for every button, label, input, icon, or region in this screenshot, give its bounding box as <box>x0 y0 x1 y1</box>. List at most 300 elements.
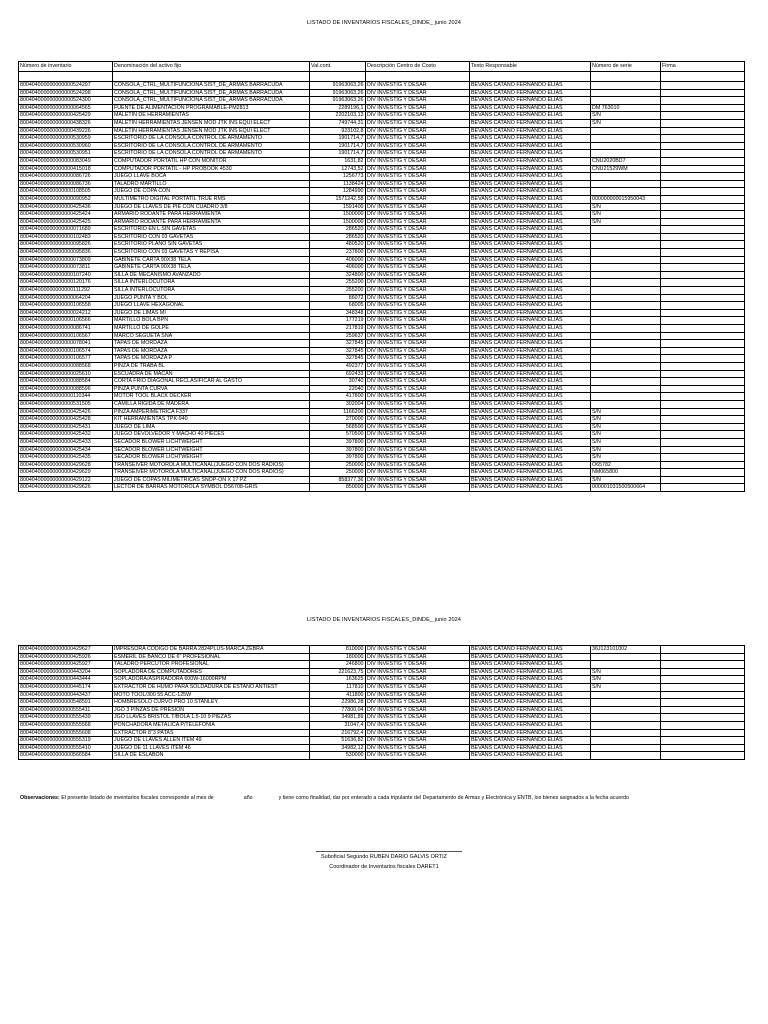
cell-inventory-number: 800404000000000000064565 <box>19 104 113 112</box>
cell-responsible: BEVANS CATAÑO FERNANDO ELIAS <box>470 646 591 654</box>
cell-book-value: 91963063,26 <box>310 89 366 97</box>
table-row <box>19 233 745 241</box>
cell-book-value: 570500 <box>310 431 366 439</box>
cell-asset-description: ESCRITORIO DE LA CONSOLA CONTROL DE ARMAMENTO <box>113 150 310 158</box>
cell-asset-description: MALETIN DE HERRAMIENTAS <box>113 112 310 120</box>
table-row <box>19 271 745 279</box>
cell-responsible: BEVANS CATAÑO FERNANDO ELIAS <box>470 699 591 707</box>
signatory-role: Coordinador de Inventarios fiscales DARET1 <box>329 864 439 870</box>
cell-serial-number <box>591 340 661 348</box>
cell-responsible: BEVANS CATAÑO FERNANDO ELIAS <box>470 378 591 386</box>
cell-cost-center: DIV INVESTIG Y DESAR <box>366 165 470 173</box>
cell-asset-description: KIT HERRAMIENTAS TPK-940 <box>113 416 310 424</box>
table-row <box>19 400 745 408</box>
cell-asset-description: ESCRITORIO EN L SIN GAVETAS <box>113 226 310 234</box>
table-row <box>19 173 745 181</box>
table-row <box>19 469 745 477</box>
cell-serial-number: S/N <box>591 416 661 424</box>
cell-responsible: BEVANS CATAÑO FERNANDO ELIAS <box>470 469 591 477</box>
cell-responsible: BEVANS CATAÑO FERNANDO ELIAS <box>470 668 591 676</box>
cell-signature <box>661 484 745 492</box>
cell-serial-number <box>591 233 661 241</box>
cell-responsible: BEVANS CATAÑO FERNANDO ELIAS <box>470 188 591 196</box>
cell-book-value: 1901714,7 <box>310 142 366 150</box>
table-row <box>19 241 745 249</box>
cell-responsible: BEVANS CATAÑO FERNANDO ELIAS <box>470 150 591 158</box>
cell-serial-number <box>591 370 661 378</box>
cell-responsible: BEVANS CATAÑO FERNANDO ELIAS <box>470 135 591 143</box>
cell-asset-description: GABINETE CARTA 90X38 TELA <box>113 256 310 264</box>
cell-asset-description: ESCRITORIO DE LA CONSOLA CONTROL DE ARMAMENTO <box>113 142 310 150</box>
cell-responsible: BEVANS CATAÑO FERNANDO ELIAS <box>470 104 591 112</box>
cell-asset-description: MARTILLO DE GOLPE <box>113 325 310 333</box>
cell-book-value: 1284990 <box>310 188 366 196</box>
cell-book-value: 217819 <box>310 325 366 333</box>
cell-book-value: 117810 <box>310 683 366 691</box>
cell-inventory-number: 800404000000000000102483 <box>19 233 113 241</box>
cell-book-value: 31047,4 <box>310 721 366 729</box>
cell-asset-description: GABINETE CARTA 90X38 TELA <box>113 264 310 272</box>
cell-cost-center: DIV INVESTIG Y DESAR <box>366 142 470 150</box>
cell-serial-number: S/N <box>591 476 661 484</box>
cell-responsible: BEVANS CATAÑO FERNANDO ELIAS <box>470 233 591 241</box>
cell-inventory-number: 800404000000000000086741 <box>19 325 113 333</box>
table-header-row <box>19 62 745 72</box>
cell-serial-number: DM 763010 <box>591 104 661 112</box>
cell-cost-center: DIV INVESTIG Y DESAR <box>366 423 470 431</box>
table-row <box>19 218 745 226</box>
cell-cost-center: DIV INVESTIG Y DESAR <box>366 180 470 188</box>
table-row <box>19 332 745 340</box>
cell-signature <box>661 691 745 699</box>
table-row <box>19 157 745 165</box>
cell-responsible: BEVANS CATAÑO FERNANDO ELIAS <box>470 484 591 492</box>
cell-serial-number <box>591 653 661 661</box>
cell-serial-number <box>591 400 661 408</box>
cell-signature <box>661 676 745 684</box>
cell-inventory-number: 800404000000000000108505 <box>19 188 113 196</box>
cell-responsible: BEVANS CATAÑO FERNANDO ELIAS <box>470 264 591 272</box>
cell-responsible: BEVANS CATAÑO FERNANDO ELIAS <box>470 249 591 257</box>
cell-signature <box>661 317 745 325</box>
cell-responsible: BEVANS CATAÑO FERNANDO ELIAS <box>470 325 591 333</box>
cell-responsible: BEVANS CATAÑO FERNANDO ELIAS <box>470 180 591 188</box>
cell-responsible: BEVANS CATAÑO FERNANDO ELIAS <box>470 362 591 370</box>
cell-cost-center: DIV INVESTIG Y DESAR <box>366 721 470 729</box>
cell-cost-center: DIV INVESTIG Y DESAR <box>366 271 470 279</box>
cell-signature <box>661 706 745 714</box>
cell-asset-description: TAPAS DE MORDAZA <box>113 340 310 348</box>
cell-cost-center: DIV INVESTIG Y DESAR <box>366 112 470 120</box>
cell-signature <box>661 271 745 279</box>
cell-book-value: 86072 <box>310 294 366 302</box>
cell-signature <box>661 294 745 302</box>
cell-inventory-number: 800404000000000000083049 <box>19 157 113 165</box>
cell-asset-description: JUEGO DE LIMAS MI <box>113 309 310 317</box>
cell-signature <box>661 699 745 707</box>
document-title: LISTADO DE INVENTARIOS FISCALES_DINDE_ junio 2024 <box>307 20 461 26</box>
cell-asset-description: SILLA INTERLOCUTORA <box>113 287 310 295</box>
cell-responsible: BEVANS CATAÑO FERNANDO ELIAS <box>470 211 591 219</box>
observations-text-c: y tiene como finalidad, dar por enterado a cada tripulante del Departamento de Armas y Electrónica y ENTB, los bienes asignados a la fecha acuerdo <box>278 795 629 801</box>
cell-book-value: 810000 <box>310 646 366 654</box>
cell-inventory-number: 800404000000000000566584 <box>19 752 113 760</box>
cell-inventory-number: 800404000000000000438326 <box>19 119 113 127</box>
table-row <box>19 104 745 112</box>
cell-asset-description: SOPLADORA/ASPIRADORA 600W-16000RPM <box>113 676 310 684</box>
cell-book-value: 411800 <box>310 691 366 699</box>
cell-cost-center: DIV INVESTIG Y DESAR <box>366 119 470 127</box>
cell-responsible: BEVANS CATAÑO FERNANDO ELIAS <box>470 454 591 462</box>
cell-book-value: 22986,28 <box>310 699 366 707</box>
cell-cost-center: DIV INVESTIG Y DESAR <box>366 469 470 477</box>
cell-cost-center: DIV INVESTIG Y DESAR <box>366 279 470 287</box>
cell-responsible: BEVANS CATAÑO FERNANDO ELIAS <box>470 676 591 684</box>
cell-cost-center: DIV INVESTIG Y DESAR <box>366 454 470 462</box>
table-row <box>19 676 745 684</box>
inventory-table-2 <box>18 645 745 760</box>
cell-responsible: BEVANS CATAÑO FERNANDO ELIAS <box>470 294 591 302</box>
cell-asset-description: JUEGO DE COPAS MILIMETRICAS SNOP-ON X 17 PZ <box>113 476 310 484</box>
table-row <box>19 287 745 295</box>
cell-cost-center: DIV INVESTIG Y DESAR <box>366 393 470 401</box>
cell-inventory-number: 800404000000000000425425 <box>19 218 113 226</box>
cell-cost-center: DIV INVESTIG Y DESAR <box>366 104 470 112</box>
cell-cost-center: DIV INVESTIG Y DESAR <box>366 416 470 424</box>
cell-asset-description: MALETIN HERRAMIENTAS JENSEN MOD JTK INS EQUI ELECT <box>113 127 310 135</box>
cell-signature <box>661 469 745 477</box>
inventory-table <box>18 61 745 492</box>
header-book-value: Val.cont. <box>310 62 366 72</box>
cell-cost-center: DIV INVESTIG Y DESAR <box>366 218 470 226</box>
cell-inventory-number: 800404000000000000425436 <box>19 203 113 211</box>
cell-signature <box>661 454 745 462</box>
cell-cost-center: DIV INVESTIG Y DESAR <box>366 744 470 752</box>
cell-book-value: 858377,36 <box>310 476 366 484</box>
cell-signature <box>661 721 745 729</box>
cell-responsible: BEVANS CATAÑO FERNANDO ELIAS <box>470 423 591 431</box>
cell-signature <box>661 157 745 165</box>
cell-signature <box>661 476 745 484</box>
cell-signature <box>661 646 745 654</box>
cell-responsible: BEVANS CATAÑO FERNANDO ELIAS <box>470 112 591 120</box>
cell-cost-center: DIV INVESTIG Y DESAR <box>366 461 470 469</box>
cell-responsible: BEVANS CATAÑO FERNANDO ELIAS <box>470 195 591 203</box>
cell-signature <box>661 89 745 97</box>
cell-cost-center: DIV INVESTIG Y DESAR <box>366 332 470 340</box>
cell-asset-description: ESCRITORIO DE LA CONSOLA CONTROL DE ARMAMENTO <box>113 135 310 143</box>
cell-asset-description: TALADRO PERCUTOR PROFESIONAL <box>113 661 310 669</box>
cell-signature <box>661 302 745 310</box>
cell-asset-description: JUEGO DE 11 LLAVES ITEM 46 <box>113 744 310 752</box>
cell-responsible: BEVANS CATAÑO FERNANDO ELIAS <box>470 438 591 446</box>
cell-serial-number <box>591 180 661 188</box>
cell-book-value: 1138424 <box>310 180 366 188</box>
cell-cost-center: DIV INVESTIG Y DESAR <box>366 378 470 386</box>
table-row <box>19 646 745 654</box>
cell-inventory-number: 800404000000000000429629 <box>19 469 113 477</box>
cell-serial-number <box>591 729 661 737</box>
cell-signature <box>661 287 745 295</box>
cell-cost-center: DIV INVESTIG Y DESAR <box>366 355 470 363</box>
cell-cost-center: DIV INVESTIG Y DESAR <box>366 729 470 737</box>
cell-inventory-number: 800404000000000000524297 <box>19 82 113 90</box>
cell-book-value: 77800,04 <box>310 706 366 714</box>
cell-asset-description: CAMILLA RIGIDA DE MADERA <box>113 400 310 408</box>
cell-responsible: BEVANS CATAÑO FERNANDO ELIAS <box>470 653 591 661</box>
cell-serial-number: S/N <box>591 423 661 431</box>
cell-serial-number <box>591 737 661 745</box>
cell-responsible: BEVANS CATAÑO FERNANDO ELIAS <box>470 408 591 416</box>
cell-responsible: BEVANS CATAÑO FERNANDO ELIAS <box>470 729 591 737</box>
cell-inventory-number: 800404000000000000425433 <box>19 438 113 446</box>
cell-inventory-number: 800404000000000000445174 <box>19 683 113 691</box>
cell-responsible: BEVANS CATAÑO FERNANDO ELIAS <box>470 340 591 348</box>
cell-inventory-number: 800404000000000000086726 <box>19 173 113 181</box>
table-row <box>19 416 745 424</box>
cell-responsible: BEVANS CATAÑO FERNANDO ELIAS <box>470 226 591 234</box>
table-row <box>19 370 745 378</box>
header-signature: Firma <box>661 62 745 72</box>
cell-responsible: BEVANS CATAÑO FERNANDO ELIAS <box>470 661 591 669</box>
cell-book-value: 324800 <box>310 271 366 279</box>
cell-signature <box>661 737 745 745</box>
cell-book-value: 1591400 <box>310 203 366 211</box>
cell-serial-number: CNU2020BD7 <box>591 157 661 165</box>
cell-inventory-number: 800404000000000000106558 <box>19 302 113 310</box>
cell-signature <box>661 661 745 669</box>
cell-serial-number <box>591 135 661 143</box>
table-row <box>19 355 745 363</box>
cell-inventory-number: 800404000000000000088596 <box>19 385 113 393</box>
header-inventory-number: Número de inventario <box>19 62 113 72</box>
table-row <box>19 127 745 135</box>
cell-serial-number <box>591 691 661 699</box>
cell-book-value: 327845 <box>310 340 366 348</box>
header-responsible: Texto Responsable <box>470 62 591 72</box>
cell-cost-center: DIV INVESTIG Y DESAR <box>366 287 470 295</box>
cell-serial-number <box>591 744 661 752</box>
cell-inventory-number: 800404000000000000425434 <box>19 446 113 454</box>
table-row <box>19 97 745 105</box>
cell-serial-number <box>591 279 661 287</box>
cell-serial-number: S/N <box>591 119 661 127</box>
cell-cost-center: DIV INVESTIG Y DESAR <box>366 431 470 439</box>
cell-responsible: BEVANS CATAÑO FERNANDO ELIAS <box>470 744 591 752</box>
cell-cost-center: DIV INVESTIG Y DESAR <box>366 646 470 654</box>
cell-book-value: 286520 <box>310 233 366 241</box>
cell-book-value: 30740 <box>310 378 366 386</box>
cell-responsible: BEVANS CATAÑO FERNANDO ELIAS <box>470 446 591 454</box>
cell-serial-number <box>591 89 661 97</box>
cell-asset-description: JUEGO DE LIMA <box>113 423 310 431</box>
cell-responsible: BEVANS CATAÑO FERNANDO ELIAS <box>470 309 591 317</box>
header-cost-center: Descripción Centro de Costo <box>366 62 470 72</box>
cell-serial-number: CNU21529WM <box>591 165 661 173</box>
cell-book-value: 568500 <box>310 423 366 431</box>
cell-signature <box>661 385 745 393</box>
cell-responsible: BEVANS CATAÑO FERNANDO ELIAS <box>470 752 591 760</box>
cell-inventory-number: 800404000000000000106574 <box>19 347 113 355</box>
cell-cost-center: DIV INVESTIG Y DESAR <box>366 706 470 714</box>
cell-inventory-number: 800404000000000000086736 <box>19 180 113 188</box>
cell-book-value: 492377 <box>310 362 366 370</box>
table-row <box>19 668 745 676</box>
cell-serial-number <box>591 714 661 722</box>
table-row <box>19 142 745 150</box>
cell-asset-description: JUEGO DE COPA CON <box>113 188 310 196</box>
cell-cost-center: DIV INVESTIG Y DESAR <box>366 370 470 378</box>
cell-asset-description: PINZA DE TRABA BL <box>113 362 310 370</box>
cell-inventory-number: 800404000000000000107240 <box>19 271 113 279</box>
cell-book-value: 850000 <box>310 484 366 492</box>
cell-cost-center: DIV INVESTIG Y DESAR <box>366 362 470 370</box>
cell-book-value: 348348 <box>310 309 366 317</box>
cell-signature <box>661 340 745 348</box>
cell-inventory-number: 800404000000000000073809 <box>19 256 113 264</box>
cell-asset-description: MALETIN HERRAMIENTAS JENSEN MOD JTK INS EQUI ELECT <box>113 119 310 127</box>
table-row <box>19 249 745 257</box>
cell-inventory-number: 800404000000000000443437 <box>19 691 113 699</box>
cell-serial-number <box>591 385 661 393</box>
cell-signature <box>661 355 745 363</box>
cell-inventory-number: 800404000000000000425424 <box>19 211 113 219</box>
cell-inventory-number: 800404000000000000429122 <box>19 476 113 484</box>
cell-book-value: 397800 <box>310 454 366 462</box>
cell-responsible: BEVANS CATAÑO FERNANDO ELIAS <box>470 119 591 127</box>
cell-signature <box>661 165 745 173</box>
cell-responsible: BEVANS CATAÑO FERNANDO ELIAS <box>470 203 591 211</box>
table-row <box>19 752 745 760</box>
cell-serial-number: S/N <box>591 683 661 691</box>
table-row <box>19 264 745 272</box>
cell-serial-number: S/N <box>591 431 661 439</box>
cell-book-value: 216792,4 <box>310 729 366 737</box>
cell-asset-description: ESCRITORIO CON 03 GAVETAS <box>113 233 310 241</box>
cell-signature <box>661 347 745 355</box>
cell-serial-number <box>591 188 661 196</box>
cell-signature <box>661 332 745 340</box>
cell-signature <box>661 714 745 722</box>
cell-signature <box>661 142 745 150</box>
cell-serial-number <box>591 150 661 158</box>
cell-serial-number <box>591 355 661 363</box>
cell-cost-center: DIV INVESTIG Y DESAR <box>366 653 470 661</box>
cell-serial-number <box>591 256 661 264</box>
cell-responsible: BEVANS CATAÑO FERNANDO ELIAS <box>470 241 591 249</box>
cell-asset-description: FUENTE DE ALIMENTACION PROGRAMABLE-PM2813 <box>113 104 310 112</box>
cell-inventory-number: 800404000000000000025610 <box>19 370 113 378</box>
cell-responsible: BEVANS CATAÑO FERNANDO ELIAS <box>470 461 591 469</box>
cell-responsible: BEVANS CATAÑO FERNANDO ELIAS <box>470 127 591 135</box>
cell-inventory-number: 800404000000000000090952 <box>19 195 113 203</box>
cell-cost-center: DIV INVESTIG Y DESAR <box>366 309 470 317</box>
cell-cost-center: DIV INVESTIG Y DESAR <box>366 233 470 241</box>
cell-asset-description: SOPLADORA DE COMPUTADORES <box>113 668 310 676</box>
cell-signature <box>661 393 745 401</box>
cell-serial-number <box>591 721 661 729</box>
table-row <box>19 393 745 401</box>
cell-inventory-number: 800404000000000000425428 <box>19 416 113 424</box>
cell-asset-description: CONSOLA_CTRL_MULTIFUNCIONA SIST_DE_ARMAS BARRACUDA <box>113 82 310 90</box>
table-row <box>19 461 745 469</box>
cell-responsible: BEVANS CATAÑO FERNANDO ELIAS <box>470 157 591 165</box>
cell-cost-center: DIV INVESTIG Y DESAR <box>366 89 470 97</box>
cell-inventory-number: 800404000000000000548591 <box>19 699 113 707</box>
cell-book-value: 327845 <box>310 355 366 363</box>
cell-responsible: BEVANS CATAÑO FERNANDO ELIAS <box>470 271 591 279</box>
cell-signature <box>661 370 745 378</box>
cell-responsible: BEVANS CATAÑO FERNANDO ELIAS <box>470 89 591 97</box>
cell-cost-center: DIV INVESTIG Y DESAR <box>366 226 470 234</box>
cell-cost-center: DIV INVESTIG Y DESAR <box>366 699 470 707</box>
cell-book-value: 2202103,13 <box>310 112 366 120</box>
cell-signature <box>661 461 745 469</box>
table-row <box>19 302 745 310</box>
table-row <box>19 226 745 234</box>
cell-asset-description: PINZA AMPERIMETRICA F337 <box>113 408 310 416</box>
cell-signature <box>661 362 745 370</box>
cell-cost-center: DIV INVESTIG Y DESAR <box>366 150 470 158</box>
cell-serial-number: S/N <box>591 454 661 462</box>
table-row <box>19 165 745 173</box>
cell-asset-description: TALADRO MARTILLO <box>113 180 310 188</box>
cell-signature <box>661 279 745 287</box>
table-row <box>19 119 745 127</box>
cell-responsible: BEVANS CATAÑO FERNANDO ELIAS <box>470 332 591 340</box>
table-row <box>19 340 745 348</box>
table-row <box>19 721 745 729</box>
cell-signature <box>661 752 745 760</box>
cell-signature <box>661 188 745 196</box>
cell-inventory-number: 800404000000000000530959 <box>19 135 113 143</box>
cell-book-value: 406000 <box>310 256 366 264</box>
cell-asset-description: JUEGO PUNTA Y BOL <box>113 294 310 302</box>
cell-book-value: 250000 <box>310 461 366 469</box>
cell-inventory-number: 800404000000000000111292 <box>19 287 113 295</box>
cell-book-value: 2289196,1 <box>310 104 366 112</box>
header-asset-description: Denominación del activo fijo <box>113 62 310 72</box>
cell-asset-description: SECADOR BLOWER LICHTWEIGHT <box>113 438 310 446</box>
cell-book-value: 923102,8 <box>310 127 366 135</box>
cell-asset-description: JGO 3 PINZAS DE PRESION <box>113 706 310 714</box>
table-row <box>19 691 745 699</box>
cell-book-value: 163625 <box>310 676 366 684</box>
cell-inventory-number: 800404000000000000088584 <box>19 378 113 386</box>
cell-asset-description: JUEGO LLAVE HEXAGONAL <box>113 302 310 310</box>
cell-signature <box>661 309 745 317</box>
cell-inventory-number: 800404000000000000555568 <box>19 721 113 729</box>
cell-inventory-number: 800404000000000000095836 <box>19 249 113 257</box>
table-row <box>19 362 745 370</box>
cell-inventory-number: 800404000000000000095826 <box>19 241 113 249</box>
cell-asset-description: LECTOR DE BARRAS MOTOROLA SYMBOL DS6708-GRIS <box>113 484 310 492</box>
cell-asset-description: CORTA FRIO DIAGONAL RECLASIFICAR AL GASTO <box>113 378 310 386</box>
cell-signature <box>661 378 745 386</box>
cell-asset-description: MARCO SEGUETA SNA <box>113 332 310 340</box>
cell-inventory-number: 800404000000000000073811 <box>19 264 113 272</box>
cell-signature <box>661 249 745 257</box>
table-row <box>19 294 745 302</box>
cell-inventory-number: 800404000000000000071689 <box>19 226 113 234</box>
cell-asset-description: EXTRACTOR DE HUMO PARA SOLDADURA DE ESTAÑO ANTIEST <box>113 683 310 691</box>
cell-book-value: 480520 <box>310 241 366 249</box>
cell-asset-description: JUEGO DE LLAVES ALLEN ITEM 49 <box>113 737 310 745</box>
cell-responsible: BEVANS CATAÑO FERNANDO ELIAS <box>470 279 591 287</box>
cell-serial-number <box>591 127 661 135</box>
cell-serial-number <box>591 97 661 105</box>
cell-serial-number <box>591 249 661 257</box>
